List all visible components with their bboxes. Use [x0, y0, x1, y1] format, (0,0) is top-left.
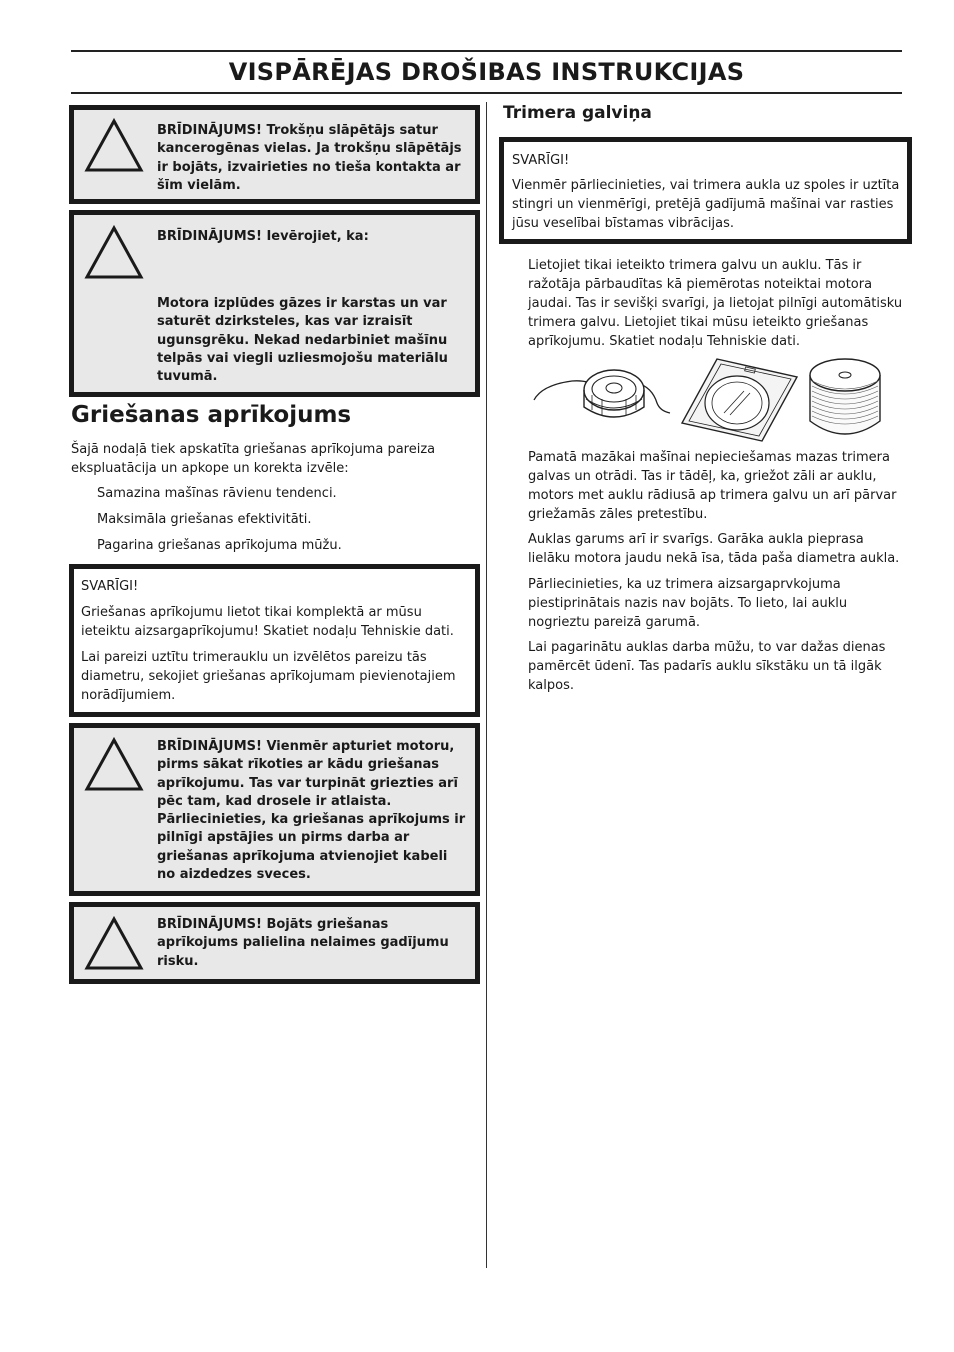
important-text: Griešanas aprīkojumu lietot tikai komplektā ar mūsu ieteiktu aizsargaprīkojumu! Skatiet nodaļu Tehniskie dati.: [81, 605, 454, 639]
paragraph: Auklas garums arī ir svarīgs. Garāka aukla pieprasa lielāku motora jaudu nekā īsa, tāda paša diametra aukla.: [528, 532, 900, 566]
trimmer-head-illustration: [532, 355, 902, 443]
warning-box-muffler: [69, 105, 480, 204]
warning-box-damaged-equipment: [69, 902, 480, 984]
paragraph: Pārliecinieties, ka uz trimera aizsargaprvkojuma piestiprinātais nazis nav bojāts. To lieto, lai auklu nogrieztu pareizā garumā.: [528, 577, 848, 630]
warning-text: BRĪDINĀJUMS! Trokšņu slāpētājs satur kancerogēnas vielas. Ja trokšņu slāpētājs ir bojāts, izvairieties no tieša kontakta ar šīm vielām.: [157, 123, 462, 193]
warning-box-stop-motor: [69, 723, 480, 896]
paragraph: Lai pagarinātu auklas darba mūžu, to var dažas dienas pamērcēt ūdenī. Tas padarīs auklu sīkstāku un tā ilgāk kalpos.: [528, 640, 886, 693]
warning-triangle-icon: [84, 118, 144, 173]
paragraph: Pamatā mazākai mašīnai nepieciešamas mazas trimera galvas un otrādi. Tas ir tādēļ, ka, griežot zāli ar auklu, motors met auklu rādiusā ap trimera galvu un arī pārvar griežamās zāles pretestību.: [528, 450, 897, 522]
important-box-trimmer: [499, 137, 912, 244]
trimmer-head-icon: [534, 370, 670, 417]
important-text: Vienmēr pārliecinieties, vai trimera aukla uz spoles ir uztīta stingri un vienmērīgi, pretējā gadījumā mašīnai var rasties jūsu veselībai bīstamas vibrācijas.: [512, 178, 900, 231]
warning-triangle-icon: [84, 737, 144, 792]
warning-box-exhaust: [69, 210, 480, 397]
line-spool-icon: [810, 359, 880, 434]
important-box-cutting: [69, 564, 480, 717]
paragraph: Lietojiet tikai ieteikto trimera galvu un auklu. Tās ir ražotāja pārbaudītas kā piemērotas noteiktai motora jaudai. Tas ir sevišķi svarīgi, ja lietojat pilnīgi automātisku trimera galvu. Lietojiet tikai mūsu ieteikto griešanas aprīkojumu. Skatiet nodaļu Tehniskie dati.: [528, 258, 903, 349]
important-label: SVARĪGI!: [512, 153, 570, 168]
page-title: VISPĀRĒJAS DROŠIBAS INSTRUKCIJAS: [71, 50, 902, 94]
warning-title: BRĪDINĀJUMS! Ievērojiet, ka:: [157, 229, 369, 244]
list-item: Pagarina griešanas aprīkojuma mūžu.: [97, 538, 342, 553]
warning-triangle-icon: [84, 916, 144, 971]
warning-text: BRĪDINĀJUMS! Vienmēr apturiet motoru, pirms sākat rīkoties ar kādu griešanas aprīkojumu. Tas var turpināt griezties arī pēc tam, kad drosele ir atlaista. Pārliecinieties, ka griešanas aprīkojums ir pilnīgi apstājies un pirms darba ar griešanas aprīkojuma atvienojiet kabeli no aizdedzes sveces.: [157, 739, 466, 883]
column-divider: [486, 102, 487, 1268]
warning-text: BRĪDINĀJUMS! Bojāts griešanas aprīkojums palielina nelaimes gadījumu risku.: [157, 917, 449, 969]
warning-text: Motora izplūdes gāzes ir karstas un var saturēt dzirksteles, kas var izraisīt ugunsgrēku. Nekad nedarbiniet mašīnu telpās vai viegli uzliesmojošu materiālu tuvumā.: [157, 296, 448, 385]
important-label: SVARĪGI!: [81, 579, 139, 594]
warning-triangle-icon: [84, 225, 144, 280]
list-item: Maksimāla griešanas efektivitāti.: [97, 512, 312, 527]
important-text: Lai pareizi uztītu trimerauklu un izvēlētos pareizu tās diametru, sekojiet griešanas aprīkojumam pievienotajiem norādījumiem.: [81, 650, 456, 703]
section-title-trimmer-head: Trimera galviņa: [503, 103, 652, 123]
section-title-cutting-equipment: Griešanas aprīkojums: [71, 402, 352, 428]
line-package-icon: [682, 359, 797, 441]
intro-text: Šajā nodaļā tiek apskatīta griešanas aprīkojuma pareiza ekspluatācija un apkope un korekta izvēle:: [71, 442, 436, 476]
list-item: Samazina mašīnas rāvienu tendenci.: [97, 486, 337, 501]
